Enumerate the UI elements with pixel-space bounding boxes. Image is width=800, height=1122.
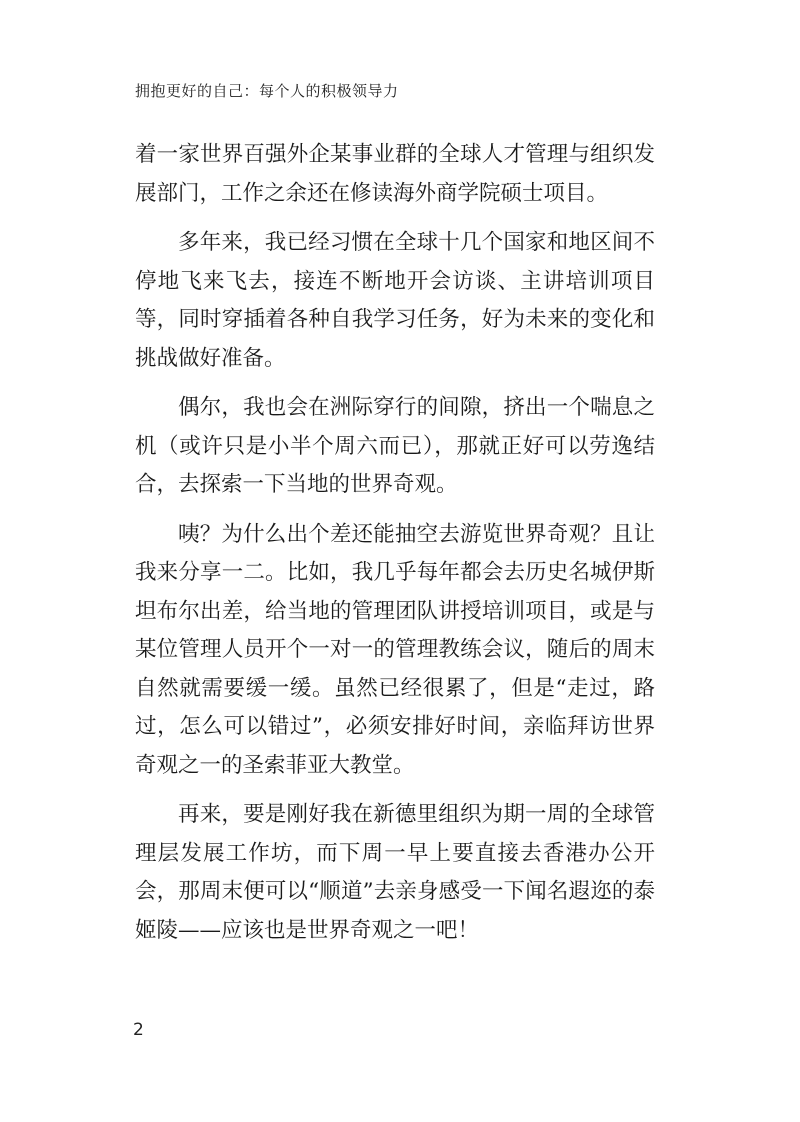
paragraph: 多年来，我已经习惯在全球十几个国家和地区间不停地飞来飞去，接连不断地开会访谈、主讲培训项目等，同时穿插着各种自我学习任务，好为未来的变化和挑战做好准备。: [135, 230, 655, 371]
page-number: 2: [133, 1020, 144, 1040]
running-header-title: 拥抱更好的自己：每个人的积极领导力: [135, 82, 399, 100]
paragraph: 咦？为什么出个差还能抽空去游览世界奇观？且让我来分享一二。比如，我几乎每年都会去历史名城伊斯坦布尔出差，给当地的管理团队讲授培训项目，或是与某位管理人员开个一对一的管理教练会议，随后的周末自然就需要缓一缓。虽然已经很累了，但是“走过，路过，怎么可以错过”，必须安排好时间，亲临拜访世界奇观之一的圣索菲亚大教堂。: [135, 521, 655, 778]
paragraph: 再来，要是刚好我在新德里组织为期一周的全球管理层发展工作坊，而下周一早上要直接去香港办公开会，那周末便可以“顺道”去亲身感受一下闻名遐迩的泰姬陵——应该也是世界奇观之一吧！: [135, 802, 655, 943]
body-text: [135, 136, 655, 961]
paragraph: 偶尔，我也会在洲际穿行的间隙，挤出一个喘息之机（或许只是小半个周六而已），那就正好可以劳逸结合，去探索一下当地的世界奇观。: [135, 395, 655, 497]
paragraph-continued: 着一家世界百强外企某事业群的全球人才管理与组织发展部门，工作之余还在修读海外商学院硕士项目。: [135, 142, 655, 206]
